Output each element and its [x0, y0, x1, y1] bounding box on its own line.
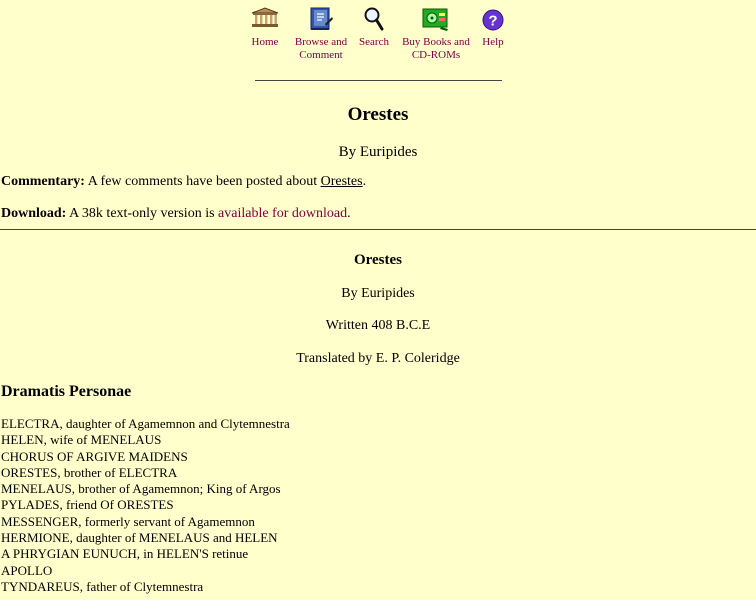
page-title: Orestes [347, 104, 409, 125]
dramatis-personae-heading: Dramatis Personae [1, 383, 132, 400]
cast-item: HELEN, wife of MENELAUS [1, 432, 162, 448]
nav-home[interactable] [248, 6, 282, 49]
cast-item: HERMIONE, daughter of MENELAUS and HELEN [1, 530, 278, 546]
section-divider [0, 229, 756, 230]
nav-help[interactable] [478, 6, 508, 49]
nav-browse-label-1: Browse and [294, 36, 348, 48]
nav-buy-label-1: Buy Books and [402, 36, 470, 48]
nav-buy-books[interactable] [400, 6, 472, 62]
text-translator: Translated by E. P. Coleridge [296, 351, 460, 366]
book-icon [293, 6, 349, 32]
nav-browse-label-2: Comment [299, 49, 343, 61]
download-line [1, 206, 351, 222]
cast-item: APOLLO [1, 562, 53, 578]
cast-item: MENELAUS, brother of Agamemnon; King of Argos [1, 481, 281, 497]
cast-item: A PHRYGIAN EUNUCH, in HELEN'S retinue [1, 546, 249, 562]
cast-item: MESSENGER, formerly servant of Agamemnon [1, 513, 255, 529]
cast-item: ELECTRA, daughter of Agamemnon and Clytemnestra [1, 416, 290, 431]
download-end: . [347, 206, 351, 221]
svg-text:?: ? [488, 12, 498, 30]
download-link[interactable]: available for download [218, 206, 348, 221]
help-icon [478, 6, 508, 32]
temple-icon [248, 6, 282, 32]
download-text: A 38k text-only version is [69, 206, 215, 221]
nav-divider [255, 80, 502, 81]
commentary-label: Commentary: [1, 174, 85, 189]
nav-browse-comment[interactable] [293, 6, 349, 62]
page-author: By Euripides [338, 144, 418, 160]
nav-home-label: Home [251, 36, 279, 48]
download-label: Download: [1, 206, 67, 221]
text-author: By Euripides [341, 286, 415, 301]
cast-item: TYNDAREUS, father of Clytemnestra [1, 578, 204, 594]
text-title: Orestes [353, 252, 403, 268]
top-nav [0, 6, 756, 66]
nav-help-label: Help [482, 36, 504, 48]
commentary-link[interactable]: Orestes [320, 174, 363, 189]
nav-search[interactable] [357, 6, 391, 49]
cast-item: ORESTES, brother of ELECTRA [1, 464, 178, 480]
nav-buy-label-2: CD-ROMs [411, 49, 461, 61]
commentary-line [1, 174, 366, 190]
cast-list [1, 416, 290, 595]
magnifier-icon [357, 6, 391, 32]
cd-icon [400, 6, 472, 32]
cast-item: PYLADES, friend Of ORESTES [1, 497, 174, 513]
cast-item: CHORUS OF ARGIVE MAIDENS [1, 448, 188, 464]
text-written-date: Written 408 B.C.E [325, 318, 431, 333]
commentary-text: A few comments have been posted about [87, 174, 318, 189]
commentary-end: . [362, 174, 367, 189]
nav-search-label: Search [359, 36, 389, 48]
